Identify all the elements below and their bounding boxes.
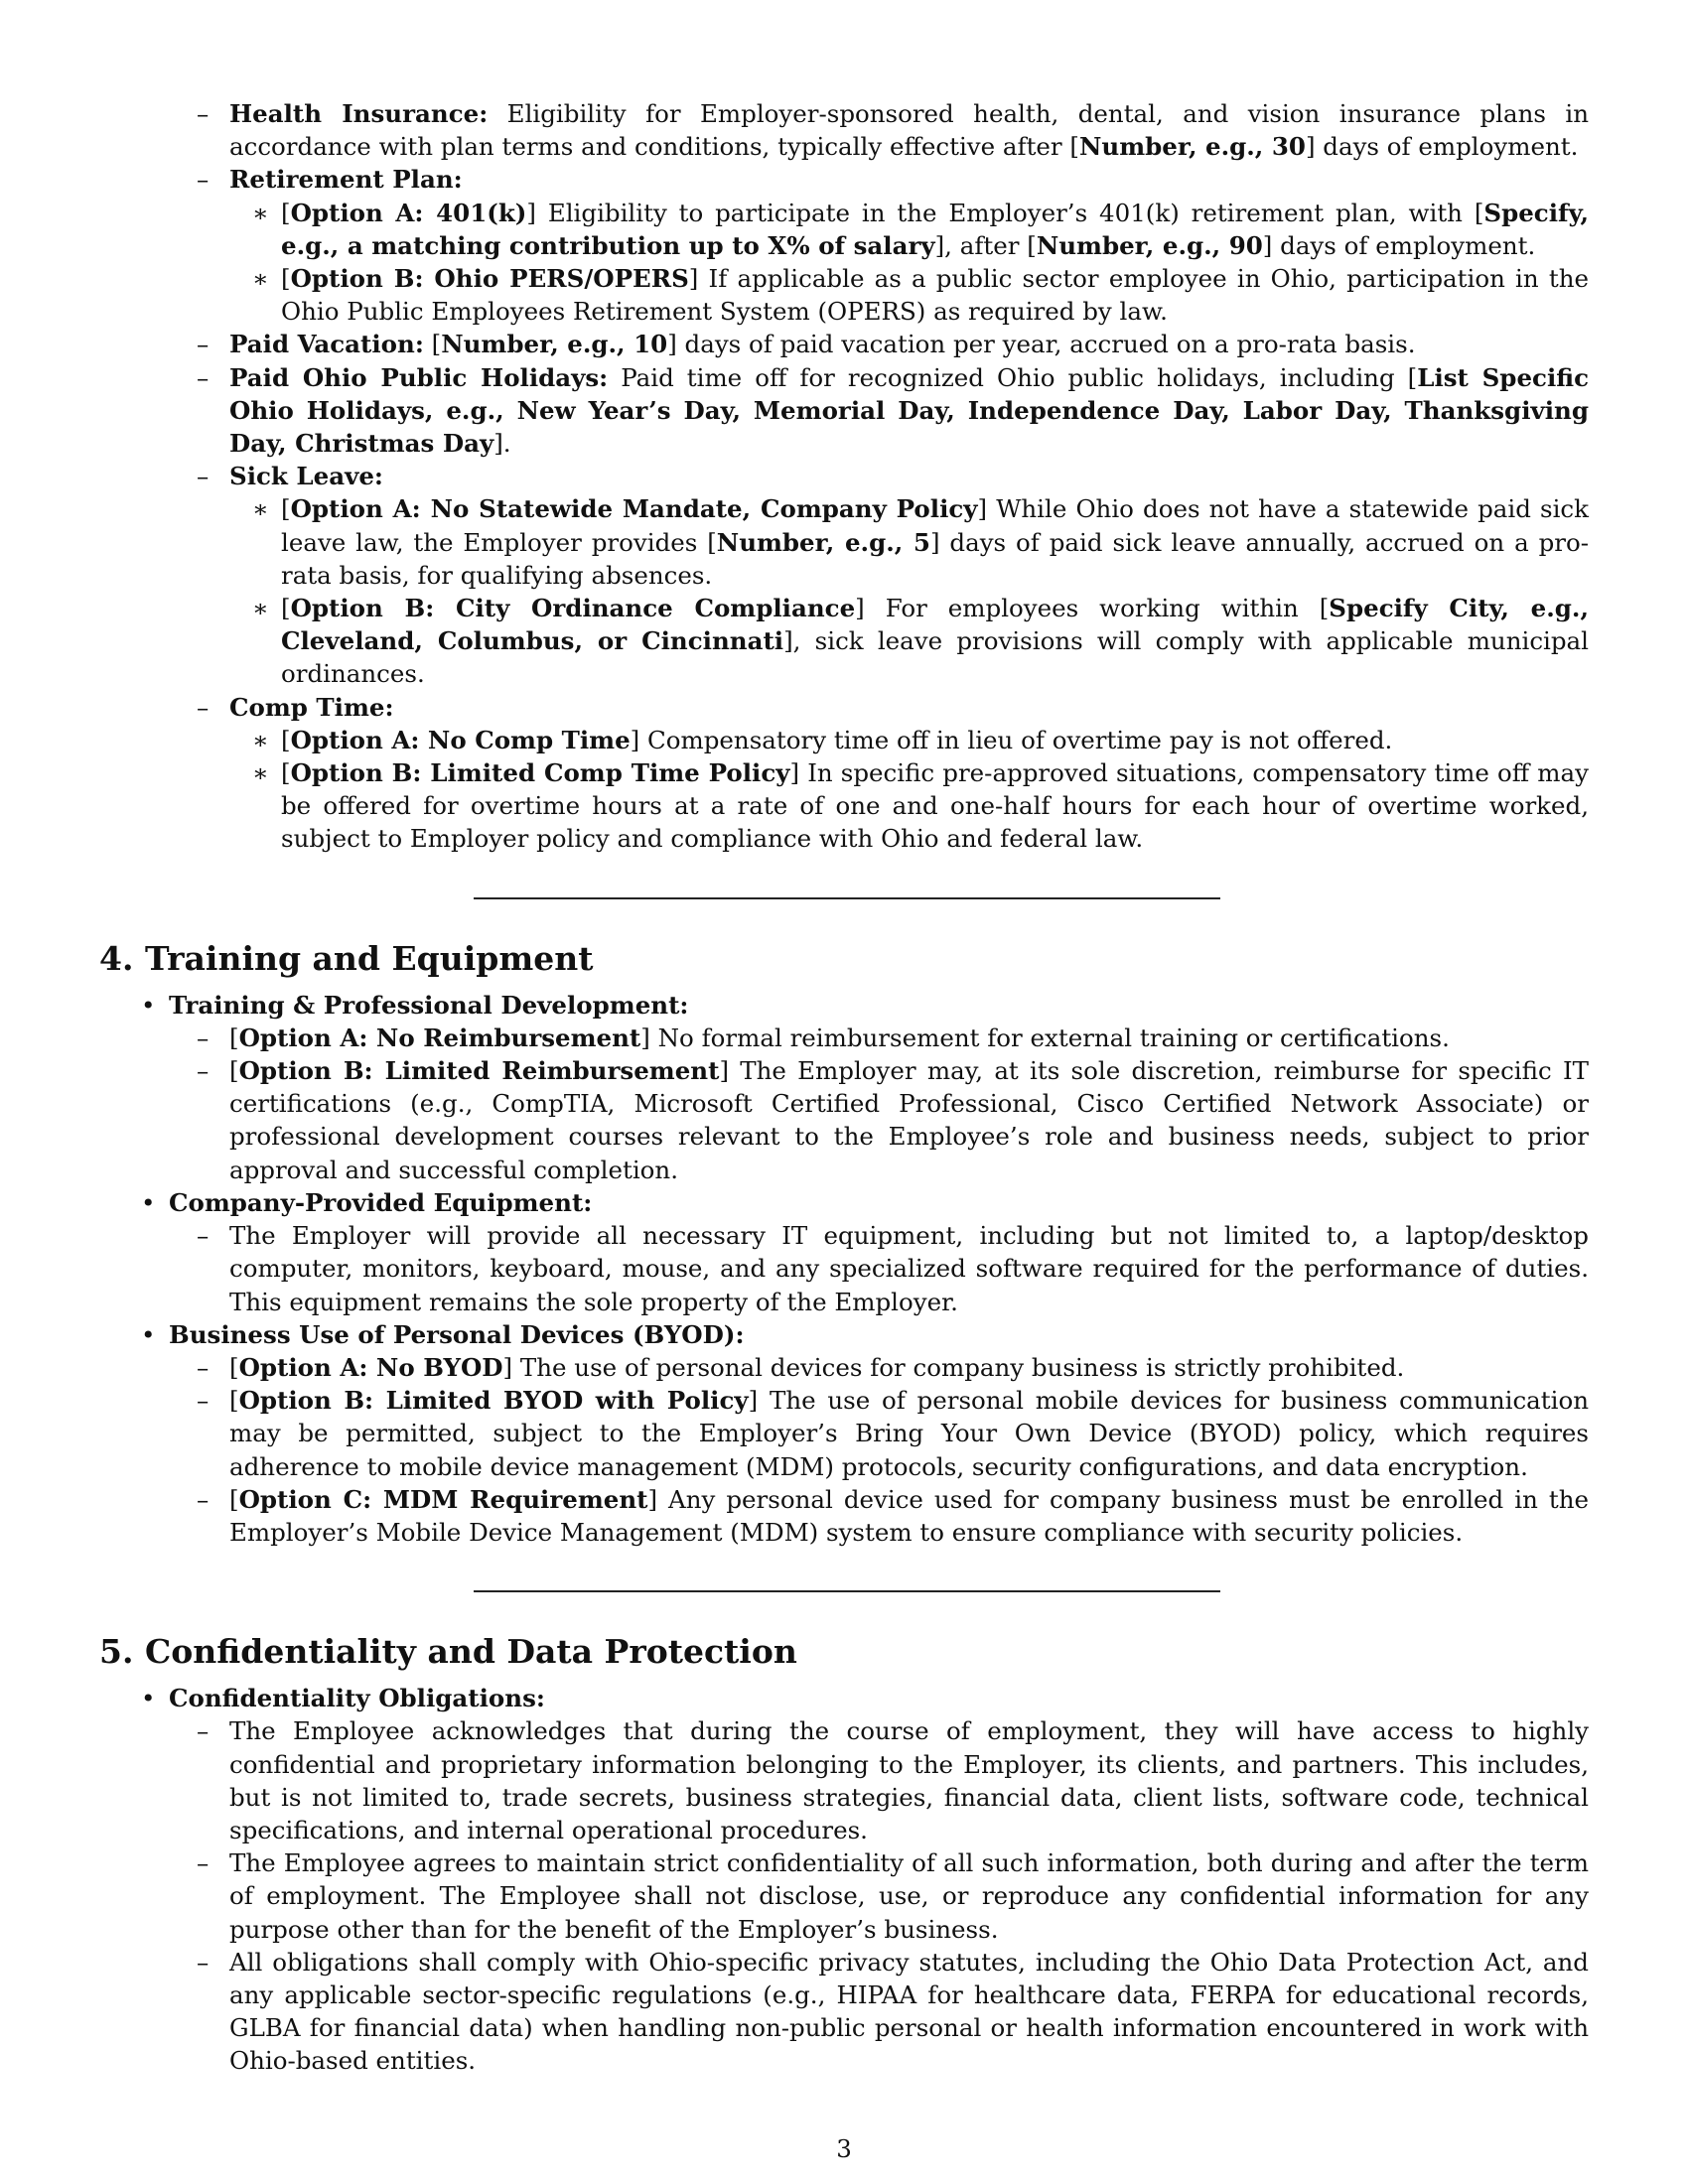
confidentiality-obligations (99, 1682, 1589, 1714)
section-title: Confidentiality and Data Protection (145, 1632, 797, 1672)
list-item-text (229, 1483, 1589, 1549)
dash-marker: – (197, 1386, 210, 1416)
dash-marker: – (197, 462, 210, 491)
list-item-text (229, 361, 1589, 461)
item-text: ] No formal reimbursement for external training or certifications. (640, 1023, 1450, 1052)
option-label: Option B: Limited BYOD with Policy (238, 1386, 749, 1416)
item-text: ] days of paid vacation per year, accrued on a pro-rata basis. (667, 330, 1416, 359)
bullet-marker: • (141, 1319, 156, 1349)
item-text: ] days of employment. (1262, 230, 1536, 260)
item-text: ] In specific pre-approved situations, compensatory time off may be offered for overtime hours at a rate of one and one-half hours for each hour of overtime worked, subject to Employer policy and compliance with Ohio and federal law. (281, 758, 1589, 854)
dash-marker: – (197, 1221, 210, 1251)
section-divider (474, 897, 1220, 899)
dash-marker: – (197, 1947, 210, 1977)
list-item-text (229, 163, 1589, 196)
byod-option-a (99, 1351, 1589, 1384)
company-equipment (99, 1186, 1589, 1219)
bracket: [ (229, 1484, 239, 1514)
bracket: [ (281, 594, 291, 623)
list-item-text (229, 328, 1589, 360)
dash-marker: – (197, 362, 210, 392)
dash-marker: – (197, 1484, 210, 1514)
item-text: ] days of employment. (1305, 132, 1579, 162)
item-text: ] Compensatory time off in lieu of overtime pay is not offered. (630, 725, 1393, 754)
list-item-text (281, 592, 1589, 691)
placeholder-text: Number, e.g., 30 (1078, 132, 1306, 162)
list-item-text (229, 1022, 1589, 1054)
training-option-b (99, 1054, 1589, 1186)
equipment-detail (99, 1219, 1589, 1318)
option-label: Option A: 401(k) (290, 198, 527, 227)
option-label: Option A: No Statewide Mandate, Company Policy (290, 494, 978, 524)
item-label: Sick Leave: (229, 462, 383, 491)
option-label: Option B: Limited Comp Time Policy (290, 758, 790, 788)
page-number: 3 (836, 2134, 852, 2163)
item-text: ] days of paid sick leave annually, accrued on a pro-rata basis, for qualifying absences. (281, 527, 1590, 590)
placeholder-text: Number, e.g., 5 (716, 527, 930, 557)
item-text: ] For employees working within [ (855, 594, 1330, 623)
sick-leave-option-a (99, 492, 1589, 592)
dash-marker: – (197, 1352, 210, 1382)
item-text: ] While Ohio does not have a statewide paid sick leave law, the Employer provides [ (281, 494, 1590, 557)
item-label: Business Use of Personal Devices (BYOD): (169, 1319, 745, 1349)
dash-marker: – (197, 692, 210, 722)
option-label: Option C: MDM Requirement (238, 1484, 648, 1514)
list-item-text (281, 492, 1589, 592)
dash-marker: – (197, 1848, 210, 1878)
placeholder-text: Number, e.g., 90 (1036, 230, 1263, 260)
bullet-marker: • (141, 990, 156, 1020)
item-text: ] Any personal device used for company business must be enrolled in the Employer’s Mobile Device Management (MDM) system to ensure compliance with security policies. (229, 1484, 1589, 1547)
item-text: ] If applicable as a public sector employee in Ohio, participation in the Ohio Public Employees Retirement System (OPERS) as required by law. (281, 264, 1589, 327)
bullet-marker: • (141, 1187, 156, 1217)
training-development (99, 989, 1589, 1022)
bullet-marker: • (141, 1684, 156, 1713)
option-label: Option B: Limited Reimbursement (238, 1056, 720, 1086)
byod-option-c (99, 1483, 1589, 1549)
list-item-text (229, 97, 1589, 163)
page-content (99, 97, 1589, 2078)
list-item-text (229, 1384, 1589, 1483)
benefit-comp-time (99, 691, 1589, 724)
comp-time-option-b (99, 756, 1589, 856)
dash-marker: – (197, 1056, 210, 1086)
bracket: [ (281, 198, 291, 227)
item-text: ] The Employer may, at its sole discretion, reimburse for specific IT certifications (e.g., CompTIA, Microsoft Certified Professional, Cisco Certified Network Associate) or professional development courses relevant to the Employee’s role and business needs, subject to prior approval and successful completion. (229, 1056, 1589, 1184)
item-label: Comp Time: (229, 692, 394, 722)
list-item-text (229, 1351, 1589, 1384)
list-item (99, 1946, 1589, 2078)
bracket: [ (281, 264, 291, 294)
list-item-text: The Employee acknowledges that during the course of employment, they will have access to highly confidential and proprietary information belonging to the Employer, its clients, and partners. This includes, but is not limited to, trade secrets, business strategies, financial data, client lists, software code, technical specifications, and internal operational procedures. (229, 1716, 1589, 1844)
list-item-text: The Employer will provide all necessary IT equipment, including but not limited to, a laptop/desktop computer, monitors, keyboard, mouse, and any specialized software required for the performance of duties. This equipment remains the sole property of the Employer. (229, 1221, 1589, 1316)
item-label: Health Insurance: (229, 99, 489, 128)
list-item-text (281, 756, 1589, 856)
placeholder-text: Number, e.g., 10 (441, 330, 668, 359)
placeholder-text: Specify City, e.g., Cleveland, Columbus, or Cincinnati (281, 594, 1589, 656)
byod-option-b (99, 1384, 1589, 1483)
retirement-option-b (99, 262, 1589, 328)
item-label: Company-Provided Equipment: (169, 1187, 593, 1217)
bracket: [ (229, 1352, 239, 1382)
item-text: ]. (493, 429, 511, 459)
list-item-text (169, 1186, 1589, 1219)
list-item-text (169, 1682, 1589, 1714)
list-item-text (229, 1054, 1589, 1186)
bracket: [ (229, 1056, 239, 1086)
item-text: ] Eligibility to participate in the Employer’s 401(k) retirement plan, with [ (526, 198, 1484, 227)
item-text: [ (423, 330, 442, 359)
bracket: [ (229, 1023, 239, 1052)
dash-marker: – (197, 1023, 210, 1052)
star-marker: ∗ (252, 198, 269, 227)
dash-marker: – (197, 99, 210, 128)
option-label: Option A: No Comp Time (290, 725, 631, 754)
retirement-option-a (99, 197, 1589, 262)
option-label: Option B: City Ordinance Compliance (290, 594, 856, 623)
list-item-text (169, 1318, 1589, 1351)
list-item-text (281, 262, 1589, 328)
item-text: ] The use of personal mobile devices for business communication may be permitted, subject to the Employer’s Bring Your Own Device (BYOD) policy, which requires adherence to mobile device management (MDM) protocols, security configurations, and data encryption. (229, 1386, 1589, 1481)
comp-time-option-a (99, 724, 1589, 756)
section-title: Training and Equipment (145, 938, 594, 978)
bracket: [ (281, 494, 291, 524)
item-text: ] The use of personal devices for company business is strictly prohibited. (502, 1352, 1405, 1382)
star-marker: ∗ (252, 264, 269, 294)
option-label: Option B: Ohio PERS/OPERS (290, 264, 689, 294)
benefit-health-insurance (99, 97, 1589, 163)
item-label: Confidentiality Obligations: (169, 1684, 545, 1713)
bracket: [ (229, 1386, 239, 1416)
list-item-text (281, 197, 1589, 262)
list-item-text (281, 724, 1589, 756)
bracket: [ (281, 725, 291, 754)
benefit-paid-vacation (99, 328, 1589, 360)
option-label: Option A: No Reimbursement (238, 1023, 641, 1052)
bracket: [ (281, 758, 291, 788)
item-text: Eligibility for Employer-sponsored health, dental, and vision insurance plans in accordance with plan terms and conditions, typically effective after [ (229, 99, 1589, 162)
dash-marker: – (197, 330, 210, 359)
item-text: ], after [ (934, 230, 1037, 260)
list-item-text: The Employee agrees to maintain strict confidentiality of all such information, both during and after the term of employment. The Employee shall not disclose, use, or reproduce any confidential information for any purpose other than for the benefit of the Employer’s business. (229, 1848, 1589, 1944)
training-option-a (99, 1022, 1589, 1054)
option-label: Option A: No BYOD (238, 1352, 503, 1382)
star-marker: ∗ (252, 725, 269, 754)
byod (99, 1318, 1589, 1351)
placeholder-text: Specify, e.g., a matching contribution up to X% of salary (281, 198, 1589, 260)
benefit-sick-leave (99, 460, 1589, 492)
item-label: Paid Vacation: (229, 330, 424, 359)
benefit-public-holidays (99, 361, 1589, 461)
dash-marker: – (197, 165, 210, 195)
list-item-text (169, 989, 1589, 1022)
item-text: Paid time off for recognized Ohio public holidays, including [ (608, 362, 1418, 392)
dash-marker: – (197, 1716, 210, 1746)
star-marker: ∗ (252, 758, 269, 788)
item-label: Retirement Plan: (229, 165, 463, 195)
star-marker: ∗ (252, 594, 269, 623)
item-label: Training & Professional Development: (169, 990, 689, 1020)
item-label: Paid Ohio Public Holidays: (229, 362, 609, 392)
sick-leave-option-b (99, 592, 1589, 691)
item-text: ], sick leave provisions will comply with applicable municipal ordinances. (281, 626, 1589, 689)
section-heading-training-equipment (99, 939, 1589, 979)
list-item-text: All obligations shall comply with Ohio-specific privacy statutes, including the Ohio Data Protection Act, and any applicable sector-specific regulations (e.g., HIPAA for healthcare data, FERPA for educational records, GLBA for financial data) when handling non-public personal or health information encountered in work with Ohio-based entities. (229, 1947, 1589, 2076)
placeholder-text: List Specific Ohio Holidays, e.g., New Year’s Day, Memorial Day, Independence Day, Labor Day, Thanksgiving Day, Christmas Day (229, 362, 1589, 459)
benefit-retirement-plan (99, 163, 1589, 196)
star-marker: ∗ (252, 494, 269, 524)
list-item-text (229, 460, 1589, 492)
section-divider (474, 1590, 1220, 1592)
section-number: 4. (99, 938, 134, 978)
list-item (99, 1714, 1589, 1846)
list-item-text (229, 691, 1589, 724)
section-number: 5. (99, 1632, 134, 1672)
section-heading-confidentiality (99, 1632, 1589, 1672)
list-item (99, 1846, 1589, 1946)
